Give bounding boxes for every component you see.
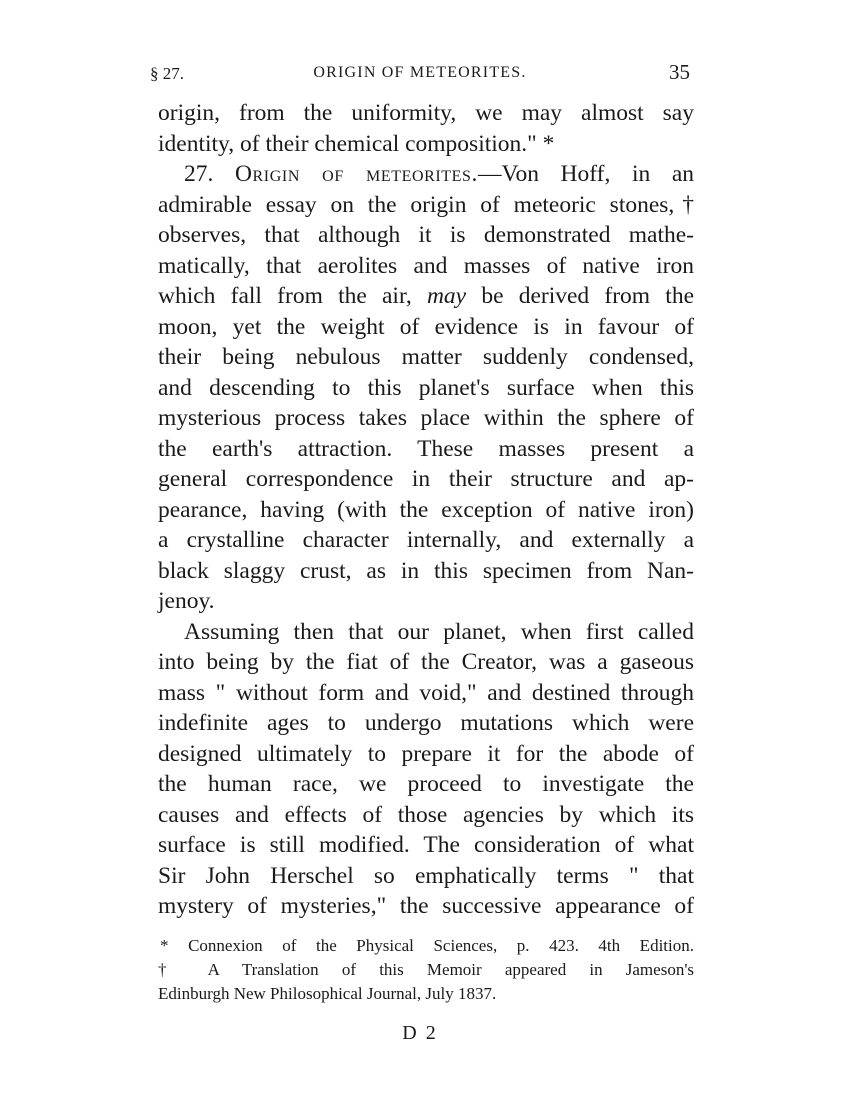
text-line: Assuming then that our planet, when first called — [184, 618, 694, 645]
emphasis-text: may — [426, 283, 467, 309]
text-line — [158, 281, 694, 312]
text-line: causes and effects of those agencies by which its — [158, 801, 694, 828]
text-line: the human race, we proceed to investigate the — [158, 771, 694, 797]
text-line: moon, yet the weight of evidence is in favour of — [158, 313, 694, 340]
text-fragment: which fall from the air, — [158, 283, 412, 309]
running-title: ORIGIN OF METEORITES. — [313, 64, 527, 81]
footnote-2-continued: Edinburgh New Philosophical Journal, July 1837. — [158, 984, 497, 1003]
section-number: § 27. — [150, 64, 184, 83]
signature-mark: D 2 — [402, 1022, 438, 1044]
text-line: general correspondence in their structure and ap- — [158, 466, 694, 492]
section-heading-line — [158, 159, 694, 190]
section-number-inline: 27. — [184, 161, 214, 187]
text-line: identity, of their chemical composition." * — [158, 130, 555, 157]
text-line: origin, from the uniformity, we may almost say — [158, 100, 694, 126]
text-line: jenoy. — [158, 588, 215, 614]
main-text — [158, 98, 694, 922]
text-line: admirable essay on the origin of meteoric stones,† — [158, 191, 694, 218]
text-line: into being by the fiat of the Creator, was a gaseous — [158, 649, 694, 675]
text-line: Sir John Herschel so emphatically terms " that — [158, 862, 694, 889]
text-line: the earth's attraction. These masses present a — [158, 435, 694, 462]
footnote-2: † A Translation of this Memoir appeared in Jameson's — [158, 960, 694, 979]
text-line: pearance, having (with the exception of native iron) — [158, 496, 694, 523]
text-line: surface is still modified. The consideration of what — [158, 832, 694, 858]
text-fragment: be derived from the — [481, 283, 694, 309]
text-line: matically, that aerolites and masses of native iron — [158, 252, 694, 279]
text-line: observes, that although it is demonstrated mathe- — [158, 222, 694, 248]
text-line: designed ultimately to prepare it for the abode of — [158, 740, 694, 767]
text-line: mystery of mysteries," the successive appearance of — [158, 893, 694, 919]
section-heading: Origin of meteorites. — [234, 161, 479, 187]
text-line: mysterious process takes place within the sphere of — [158, 405, 694, 431]
page-number: 35 — [669, 60, 690, 84]
text-line: a crystalline character internally, and externally a — [158, 527, 694, 553]
text-line: indefinite ages to undergo mutations which were — [158, 710, 694, 736]
footnote-1: * Connexion of the Physical Sciences, p. 423. 4th Edition. — [160, 936, 694, 955]
text-line: and descending to this planet's surface when this — [158, 374, 694, 401]
running-header — [150, 56, 690, 90]
footnotes — [158, 934, 694, 1006]
text-line: their being nebulous matter suddenly condensed, — [158, 344, 694, 370]
text-fragment: —Von Hoff, in an — [478, 161, 695, 187]
text-line: black slaggy crust, as in this specimen from Nan- — [158, 557, 694, 584]
text-line: mass " without form and void," and destined through — [158, 679, 694, 706]
